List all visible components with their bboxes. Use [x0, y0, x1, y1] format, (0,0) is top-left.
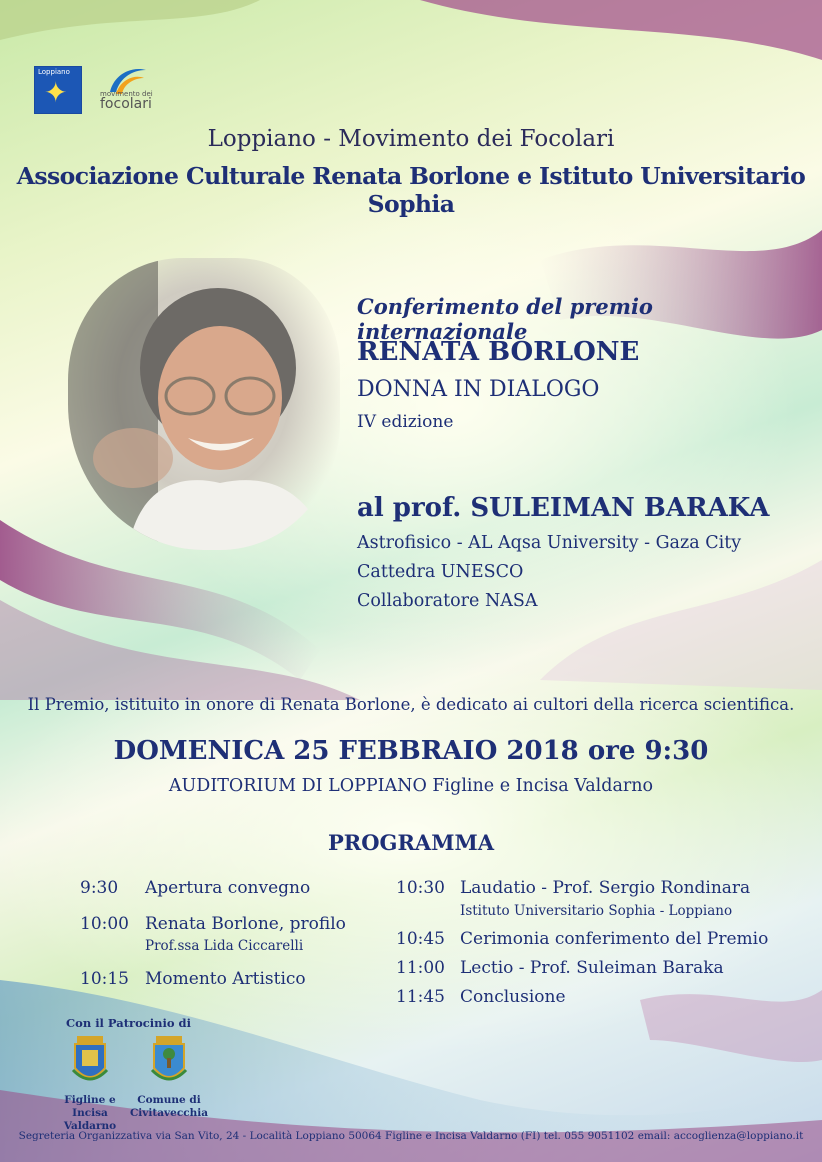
loppiano-logo: [34, 66, 82, 114]
program-left-title-2: Renata Borlone, profilo: [145, 914, 346, 934]
focolari-logo-small-text: movimento dei: [100, 90, 153, 98]
award-recipient: al prof. SULEIMAN BARAKA: [357, 493, 770, 523]
award-intro: Conferimento del premio internazionale: [357, 294, 653, 344]
patronage-civitavecchia-line2: Civitavecchia: [129, 1107, 209, 1119]
civitavecchia-coat-of-arms-icon: [150, 1036, 188, 1086]
focolari-logo-text: focolari: [100, 96, 152, 112]
program-right-time-2: 10:45: [396, 929, 445, 949]
patronage-title: Con il Patrocinio di: [66, 1016, 191, 1030]
program-right-title-2: Cerimonia conferimento del Premio: [460, 929, 769, 949]
program-right-title-3: Lectio - Prof. Suleiman Baraka: [460, 958, 724, 978]
program-right-title-1: Laudatio - Prof. Sergio Rondinara: [460, 878, 751, 898]
program-right-title-4: Conclusione: [460, 987, 566, 1007]
loppiano-logo-label: Loppiano: [38, 68, 70, 76]
patronage-figline: [50, 1094, 130, 1133]
program-left-title-1: Apertura convegno: [145, 878, 311, 898]
award-subtitle: DONNA IN DIALOGO: [357, 377, 600, 402]
program-left-time-2: 10:00: [80, 914, 129, 934]
header-line1: Loppiano - Movimento dei Focolari: [207, 126, 615, 152]
recipient-role-1: Astrofisico - AL Aqsa University - Gaza City: [357, 533, 742, 553]
recipient-role-2: Cattedra UNESCO: [357, 562, 524, 582]
program-title: PROGRAMMA: [327, 830, 494, 855]
patronage-figline-line1: Figline e Incisa: [64, 1094, 116, 1119]
program-left-time-3: 10:15: [80, 969, 129, 989]
program-right-sub-1: Istituto Universitario Sophia - Loppiano: [460, 903, 733, 919]
footer-contact: Segreteria Organizzativa via San Vito, 24 - Località Loppiano 50064 Figline e Incisa Valdarno (FI) tel. 055 9051102 email: accoglienza@loppiano.it: [18, 1130, 804, 1142]
star-icon: ✦: [44, 76, 68, 109]
award-edition: IV edizione: [357, 412, 454, 432]
event-venue-caps: AUDITORIUM DI LOPPIANO: [168, 776, 427, 796]
figline-coat-of-arms-icon: [71, 1036, 109, 1086]
event-venue-place: Figline e Incisa Valdarno: [426, 776, 654, 796]
header-line2: Associazione Culturale Renata Borlone e Istituto Universitario Sophia: [16, 162, 806, 218]
patronage-civitavecchia-line1: Comune di: [137, 1094, 201, 1106]
event-date: DOMENICA 25 FEBBRAIO 2018 ore 9:30: [113, 736, 709, 766]
award-description: Il Premio, istituito in onore di Renata Borlone, è dedicato ai cultori della ricerca scientifica.: [27, 695, 795, 714]
patronage-civitavecchia: [129, 1094, 209, 1120]
event-venue: [0, 776, 822, 796]
portrait-photo: [68, 258, 340, 550]
program-left-time-1: 9:30: [80, 878, 119, 898]
program-right-time-1: 10:30: [396, 878, 445, 898]
recipient-role-3: Collaboratore NASA: [357, 591, 538, 611]
patronage-figline-line2: Valdarno: [63, 1120, 117, 1132]
program-left-title-3: Momento Artistico: [145, 969, 306, 989]
program-left-sub-2: Prof.ssa Lida Ciccarelli: [145, 938, 304, 954]
award-name: RENATA BORLONE: [357, 337, 640, 367]
program-right-time-3: 11:00: [396, 958, 445, 978]
program-right-time-4: 11:45: [396, 987, 445, 1007]
